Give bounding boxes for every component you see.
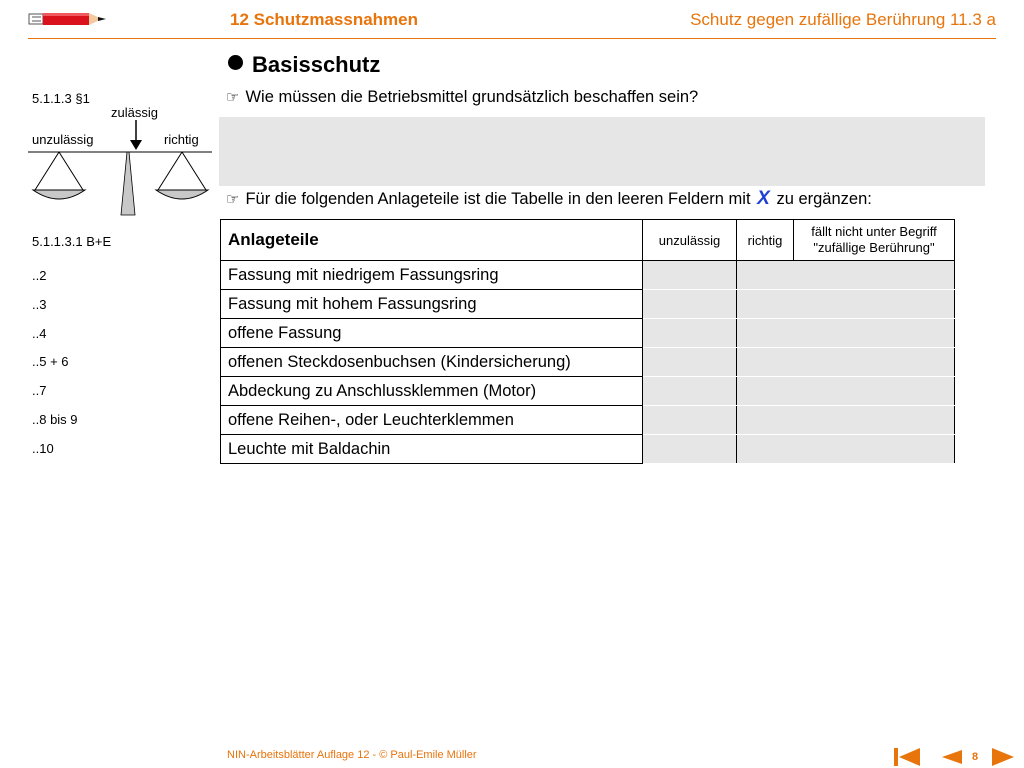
table-row bbox=[221, 435, 955, 464]
cell-not-applicable[interactable] bbox=[794, 377, 955, 406]
row-reference: ..4 bbox=[32, 326, 47, 341]
cell-correct[interactable] bbox=[737, 377, 794, 406]
row-reference: ..10 bbox=[32, 441, 54, 456]
page-subtitle: Schutz gegen zufällige Berührung 11.3 a bbox=[690, 10, 996, 29]
row-reference: ..3 bbox=[32, 297, 47, 312]
scale-label-allowed: zulässig bbox=[111, 105, 158, 120]
row-reference: ..5 + 6 bbox=[32, 354, 69, 369]
table-row bbox=[221, 261, 955, 290]
cell-not-allowed[interactable] bbox=[643, 406, 737, 435]
question-1 bbox=[226, 88, 698, 107]
bullet-icon bbox=[228, 55, 243, 70]
cell-correct[interactable] bbox=[737, 348, 794, 377]
cell-correct[interactable] bbox=[737, 319, 794, 348]
components-table bbox=[220, 219, 955, 464]
cell-not-applicable[interactable] bbox=[794, 435, 955, 464]
table-header-row bbox=[221, 220, 955, 261]
table-row bbox=[221, 377, 955, 406]
row-reference: ..7 bbox=[32, 383, 47, 398]
chapter-title: 12 Schutzmassnahmen bbox=[230, 10, 419, 29]
cell-correct[interactable] bbox=[737, 435, 794, 464]
next-page-icon[interactable] bbox=[992, 748, 1014, 766]
header-parts: Anlageteile bbox=[221, 220, 643, 261]
header-not-allowed: unzulässig bbox=[643, 220, 737, 261]
header-not-applicable: fällt nicht unter Begriff "zufällige Berührung" bbox=[794, 220, 955, 261]
cell-not-allowed[interactable] bbox=[643, 348, 737, 377]
answer-field[interactable] bbox=[219, 117, 985, 186]
cell-not-applicable[interactable] bbox=[794, 406, 955, 435]
part-name: Fassung mit hohem Fassungsring bbox=[221, 290, 643, 319]
cell-correct[interactable] bbox=[737, 406, 794, 435]
slide-navigation bbox=[892, 746, 1014, 768]
part-name: Leuchte mit Baldachin bbox=[221, 435, 643, 464]
first-page-icon[interactable] bbox=[894, 748, 920, 766]
section-title bbox=[228, 52, 380, 78]
x-mark: X bbox=[757, 188, 770, 209]
cell-not-applicable[interactable] bbox=[794, 319, 955, 348]
page-number: 8 bbox=[972, 751, 979, 763]
reference-main: 5.1.1.3 §1 bbox=[32, 91, 90, 106]
row-reference: ..8 bis 9 bbox=[32, 412, 78, 427]
scale-label-correct: richtig bbox=[164, 132, 199, 147]
section-title-text: Basisschutz bbox=[252, 52, 381, 77]
row-reference: ..2 bbox=[32, 268, 47, 283]
cell-not-applicable[interactable] bbox=[794, 290, 955, 319]
footer-copyright: NIN-Arbeitsblätter Auflage 12 - © Paul-Emile Müller bbox=[227, 749, 477, 761]
cell-correct[interactable] bbox=[737, 261, 794, 290]
cell-not-allowed[interactable] bbox=[643, 261, 737, 290]
question-2 bbox=[226, 188, 872, 210]
pencil-logo-icon bbox=[28, 10, 108, 28]
cell-not-allowed[interactable] bbox=[643, 319, 737, 348]
table-row bbox=[221, 348, 955, 377]
cell-correct[interactable] bbox=[737, 290, 794, 319]
table-row bbox=[221, 406, 955, 435]
cell-not-allowed[interactable] bbox=[643, 290, 737, 319]
pointing-hand-icon: ☞ bbox=[226, 191, 240, 208]
part-name: offene Reihen-, oder Leuchterklemmen bbox=[221, 406, 643, 435]
cell-not-applicable[interactable] bbox=[794, 348, 955, 377]
part-name: Fassung mit niedrigem Fassungsring bbox=[221, 261, 643, 290]
pointing-hand-icon: ☞ bbox=[226, 89, 240, 106]
part-name: offenen Steckdosenbuchsen (Kindersicherung) bbox=[221, 348, 643, 377]
cell-not-allowed[interactable] bbox=[643, 377, 737, 406]
table-row bbox=[221, 319, 955, 348]
question-2-text: Für die folgenden Anlageteile ist die Tabelle in den leeren Feldern mit bbox=[245, 190, 751, 208]
part-name: Abdeckung zu Anschlussklemmen (Motor) bbox=[221, 377, 643, 406]
cell-not-applicable[interactable] bbox=[794, 261, 955, 290]
header-divider bbox=[28, 38, 996, 39]
part-name: offene Fassung bbox=[221, 319, 643, 348]
question-2-text-end: zu ergänzen: bbox=[776, 190, 872, 208]
table-row bbox=[221, 290, 955, 319]
question-1-text: Wie müssen die Betriebsmittel grundsätzlich beschaffen sein? bbox=[245, 88, 699, 106]
balance-scale-icon bbox=[28, 104, 218, 220]
header-correct: richtig bbox=[737, 220, 794, 261]
previous-page-icon[interactable] bbox=[942, 750, 962, 764]
reference-table: 5.1.1.3.1 B+E bbox=[32, 234, 112, 249]
scale-label-not-allowed: unzulässig bbox=[32, 132, 94, 147]
cell-not-allowed[interactable] bbox=[643, 435, 737, 464]
